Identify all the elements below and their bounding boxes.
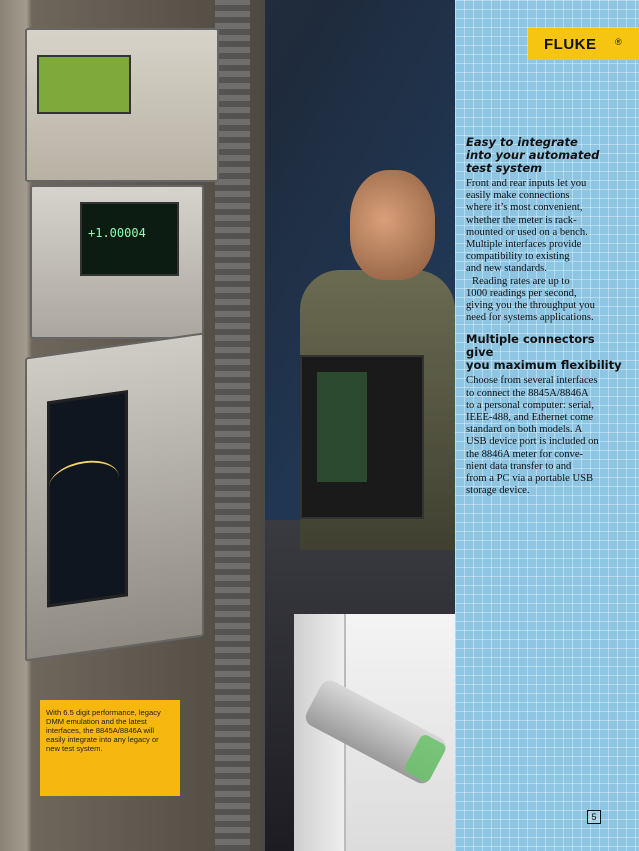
section2-body: Choose from several interfaces to connect the 8845A/8846A to a personal computer: serial, IEEE-488, and Ethernet come standard on both models. A USB device port is included on the 8846A meter for conve- nient data transfer to and from a PC via a portable USB storage device. — [466, 375, 599, 497]
oscilloscope — [25, 332, 204, 661]
page-number: 5 — [587, 810, 601, 824]
circuit-board — [300, 355, 424, 519]
usb-inset-photo — [294, 614, 462, 851]
photo-caption: With 6.5 digit performance, legacy DMM emulation and the latest interfaces, the 8845A/8846A will easily integrate into any legacy or new test system. — [46, 708, 161, 753]
fluke-logo — [528, 28, 639, 60]
logo-text: FLUKE — [544, 36, 597, 53]
registered-mark: ® — [615, 37, 622, 47]
section1-body: Front and rear inputs let you easily make connections where it’s most convenient, whether the meter is rack- mounted or used on a bench. Multiple interfaces provide compatibility to existing and new standards. — [466, 178, 588, 275]
rack-rail — [215, 0, 250, 851]
section2-heading: Multiple connectors give you maximum flexibility — [466, 332, 622, 373]
rack-instrument-top — [25, 28, 219, 182]
caption-box — [40, 700, 180, 796]
sidebar-content — [466, 136, 626, 497]
section1-body-2: Reading rates are up to 1000 readings per second, giving you the throughput you need for systems applications. — [466, 275, 595, 324]
technician-head — [350, 170, 435, 280]
instrument-display — [37, 55, 131, 114]
digital-multimeter — [30, 185, 204, 339]
section1-heading: Easy to integrate into your automated test system — [466, 135, 600, 175]
multimeter-display — [80, 202, 179, 276]
section2 — [466, 333, 626, 497]
